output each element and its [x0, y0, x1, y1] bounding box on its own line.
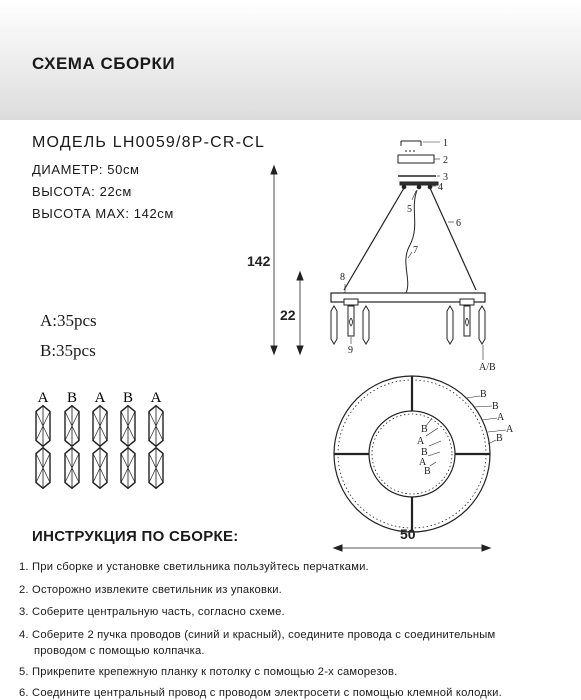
top-view-labels — [400, 389, 514, 542]
side-view-labels — [247, 138, 496, 373]
crystal-chain-2 — [65, 406, 79, 489]
instruction-step: 2. Осторожно извлеките светильник из упаковки. — [19, 584, 282, 596]
instruction-step: 1. При сборке и установке светильника пользуйтесь перчатками. — [19, 561, 369, 573]
callout-7: 7 — [413, 245, 418, 256]
side-view — [271, 141, 485, 360]
dimension-body-height: 22 — [280, 307, 296, 323]
spec-label: ВЫСОТА: — [32, 184, 96, 199]
crystal-label: A — [37, 390, 49, 406]
crystal-label: B — [66, 390, 78, 406]
crystal-label: B — [122, 390, 134, 406]
model-name: МОДЕЛЬ LH0059/8P-CR-CL — [32, 134, 266, 151]
instruction-step: 3. Соберите центральную часть, согласно схеме. — [19, 606, 285, 618]
instruction-step-continued: проводом с помощью колпачка. — [34, 645, 205, 657]
inner-label: B — [424, 466, 431, 477]
callout-4: 4 — [438, 182, 443, 193]
dimension-diameter: 50 — [400, 526, 416, 542]
outer-label: B — [480, 389, 487, 400]
inner-label: A — [417, 436, 425, 447]
crystal-chain-5 — [149, 406, 163, 489]
page-title: СХЕМА СБОРКИ — [32, 54, 176, 73]
callout-ab: A/B — [479, 362, 496, 373]
callout-3: 3 — [443, 172, 448, 183]
crystal-chain-3 — [93, 406, 107, 489]
outer-label: A — [506, 424, 514, 435]
outer-label: B — [492, 401, 499, 412]
spec-value: 142см — [133, 206, 174, 221]
crystal-chain-1 — [36, 406, 50, 489]
inner-label: B — [421, 424, 428, 435]
crystal-count-a: A:35pcs — [40, 311, 97, 330]
callout-9: 9 — [348, 345, 353, 356]
dimension-max-height: 142 — [247, 253, 271, 269]
instruction-step: 6. Соедините центральный провод с проводом электросети с помощью клемной колодки. — [19, 687, 502, 699]
callout-2: 2 — [443, 155, 448, 166]
crystal-chain-4 — [121, 406, 135, 489]
callout-6: 6 — [456, 218, 461, 229]
spec-label: ДИАМЕТР: — [32, 162, 104, 177]
crystal-label: A — [150, 390, 162, 406]
callout-1: 1 — [443, 138, 448, 149]
outer-label: A — [497, 412, 505, 423]
spec-value: 50см — [107, 162, 140, 177]
instruction-step: 5. Прикрепите крепежную планку к потолку с помощью 2-х саморезов. — [19, 666, 398, 678]
inner-label: A — [419, 457, 427, 468]
callout-5: 5 — [407, 204, 412, 215]
instruction-step: 4. Соберите 2 пучка проводов (синий и красный), соедините провода с соединительным — [19, 629, 496, 641]
inner-label: B — [421, 447, 428, 458]
callout-8: 8 — [340, 272, 345, 283]
instructions-title: ИНСТРУКЦИЯ ПО СБОРКЕ: — [32, 528, 239, 545]
crystal-label: A — [94, 390, 106, 406]
outer-label: B — [496, 433, 503, 444]
spec-value: 22см — [99, 184, 132, 199]
crystal-count-b: B:35pcs — [40, 341, 96, 360]
crystal-chains — [36, 390, 163, 488]
spec-label: ВЫСОТА MAX: — [32, 206, 130, 221]
